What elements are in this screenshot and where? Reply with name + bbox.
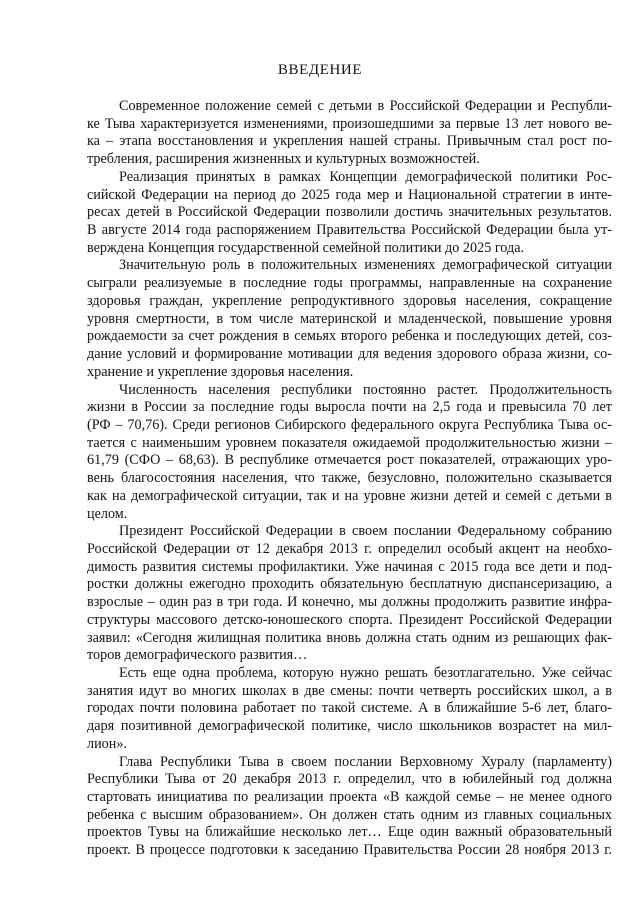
- paragraph-line: димость развития системы профилактики. Уже начиная с 2015 года все дети и под-: [87, 558, 612, 575]
- paragraph-line: торов демографического развития…: [87, 647, 308, 664]
- paragraph: [87, 169, 612, 258]
- paragraph-line: В августе 2014 года распоряжением Правительства Российской Федерации была ут-: [87, 222, 612, 239]
- paragraph-line: жизни в России за последние годы выросла почти на 2,5 года и превысила 70 лет: [87, 399, 612, 416]
- paragraph-line: даря позитивной демографической политике, число школьников возрастет на мил-: [87, 718, 612, 735]
- paragraph-line: ка – этапа восстановления и укрепления нашей страны. Привычным стал рост по-: [87, 133, 612, 150]
- body-text: [87, 98, 612, 860]
- paragraph-line: здоровья граждан, укрепление репродуктивного здоровья населения, сокращение: [87, 292, 612, 309]
- paragraph-line: хранение и укрепление здоровья населения.: [87, 363, 354, 380]
- paragraph-line: Значительную роль в положительных изменениях демографической ситуации: [119, 257, 612, 274]
- paragraph-line: Российской Федерации от 12 декабря 2013 г. определил особый акцент на необхо-: [87, 540, 612, 557]
- paragraph-line: (РФ – 70,76). Среди регионов Сибирского федерального округа Республика Тыва ос-: [87, 416, 612, 433]
- paragraph-line: взрослые – один раз в три года. И конечно, мы должны продолжить развитие инфра-: [87, 594, 612, 611]
- paragraph-line: проектов Тувы на ближайшие несколько лет… Еще один важный образовательный: [87, 824, 612, 841]
- paragraph-line: Современное положение семей с детьми в Российской Федерации и Республи-: [119, 98, 612, 114]
- paragraph-line: Глава Республики Тыва в своем послании Верховному Хуралу (парламенту): [119, 753, 612, 770]
- paragraph: [87, 98, 612, 169]
- paragraph-line: целом.: [87, 505, 128, 522]
- paragraph-line: Президент Российской Федерации в своем послании Федеральному собранию: [119, 523, 612, 540]
- paragraph-line: ке Тыва характеризуется изменениями, произошедшими за первые 13 лет нового ве-: [87, 115, 612, 132]
- paragraph: [87, 382, 612, 524]
- paragraph: [87, 754, 612, 860]
- paragraph-line: как на демографической ситуации, так и на уровне жизни детей и семей с детьми в: [87, 487, 612, 504]
- paragraph-line: 61,79 (СФО – 68,63). В республике отмечается рост показателей, отражающих уро-: [87, 452, 612, 469]
- paragraph-line: Есть еще одна проблема, которую нужно решать безотлагательно. Уже сейчас: [119, 665, 612, 681]
- paragraph-line: дание условий и формирование мотивации для ведения здорового образа жизни, со-: [87, 346, 612, 363]
- paragraph: [87, 523, 612, 665]
- paragraph-line: сыграли реализуемые в последние годы программы, направленные на сохранение: [87, 275, 612, 292]
- paragraph-line: Численность населения республики постоянно растет. Продолжительность: [119, 381, 612, 398]
- paragraph-line: лион».: [87, 735, 127, 752]
- paragraph-line: ресах детей в Российской Федерации позволили достичь значительных результатов.: [87, 204, 612, 221]
- paragraph: [87, 257, 612, 381]
- paragraph-line: верждена Концепция государственной семейной политики до 2025 года.: [87, 239, 525, 256]
- page-title: ВВЕДЕНИЕ: [277, 62, 363, 78]
- paragraph-line: ребенка с высшим образованием». Он должен стать одним из главных социальных: [87, 806, 612, 823]
- paragraph-line: стартовать инициатива по реализации проекта «В каждой семье – не менее одного: [87, 789, 612, 806]
- paragraph: [87, 665, 612, 754]
- paragraph-line: Реализация принятых в рамках Концепции демографической политики Рос-: [119, 168, 612, 185]
- paragraph-line: сийской Федерации на период до 2025 года мер и Национальной стратегии в инте-: [87, 186, 612, 203]
- paragraph-line: рождаемости за счет рождения в семьях второго ребенка и последующих детей, соз-: [87, 328, 612, 345]
- paragraph-line: уровня смертности, в том числе материнской и младенческой, повышение уровня: [87, 310, 612, 327]
- paragraph-line: ростки должны ежегодно проходить обязательную бесплатную диспансеризацию, а: [87, 576, 612, 593]
- paragraph-line: вень благосостояния населения, что также, безусловно, положительно сказывается: [87, 470, 612, 487]
- paragraph-line: занятия идут во многих школах в две смены: почти четверть российских школ, а в: [87, 682, 612, 699]
- paragraph-line: проект. В процессе подготовки к заседанию Правительства России 28 ноября 2013 г.: [87, 842, 612, 859]
- paragraph-line: городах почти половина работает по такой системе. А в ближайшие 5-6 лет, благо-: [87, 700, 612, 717]
- paragraph-line: заявил: «Сегодня жилищная политика вновь должна стать одним из решающих фак-: [87, 629, 612, 646]
- paragraph-line: тается с наименьшим уровнем показателя ожидаемой продолжительностью жизни –: [87, 434, 612, 451]
- paragraph-line: структуры массового детско-юношеского спорта. Президент Российской Федерации: [87, 611, 612, 628]
- paragraph-line: требления, расширения жизненных и культурных возможностей.: [87, 151, 480, 168]
- paragraph-line: Республики Тыва от 20 декабря 2013 г. определил, что в юбилейный год должна: [87, 771, 612, 788]
